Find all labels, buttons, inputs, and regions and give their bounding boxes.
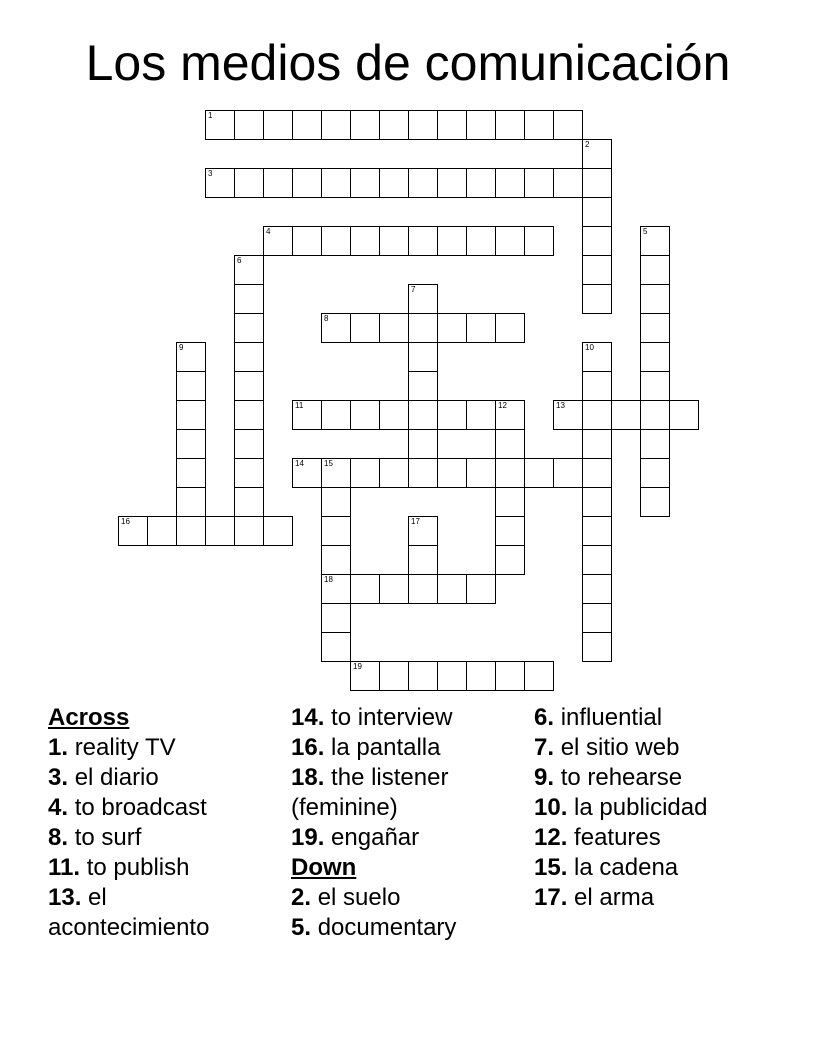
down-clue-9: 9. to rehearse (534, 764, 683, 791)
grid-cell[interactable] (350, 226, 380, 256)
grid-cell[interactable] (437, 110, 467, 140)
grid-cell[interactable] (234, 313, 264, 343)
grid-cell[interactable] (553, 168, 583, 198)
grid-cell[interactable] (466, 226, 496, 256)
grid-cell[interactable] (582, 545, 612, 575)
across-clue-4: 4. to broadcast (48, 794, 207, 821)
grid-cell[interactable] (379, 661, 409, 691)
clue-number: 7 (411, 285, 416, 294)
grid-cell[interactable] (582, 255, 612, 285)
grid-cell[interactable] (408, 168, 438, 198)
grid-cell[interactable] (408, 545, 438, 575)
grid-cell[interactable] (234, 400, 264, 430)
across-clue-14: 14. to interview (291, 704, 453, 731)
grid-cell[interactable] (379, 574, 409, 604)
grid-cell[interactable] (321, 313, 351, 343)
grid-cell[interactable] (234, 371, 264, 401)
down-heading: Down (291, 854, 357, 881)
across-clue-13: 13. el acontecimiento (48, 884, 210, 941)
grid-cell[interactable] (263, 516, 293, 546)
grid-cell[interactable] (640, 429, 670, 459)
grid-cell[interactable] (321, 603, 351, 633)
grid-cell[interactable] (408, 661, 438, 691)
grid-cell[interactable] (379, 110, 409, 140)
across-clue-3: 3. el diario (48, 764, 159, 791)
clue-number: 9 (179, 343, 184, 352)
puzzle-title: Los medios de comunicación (85, 35, 731, 91)
grid-cell[interactable] (582, 342, 612, 372)
clue-number: 5 (643, 227, 648, 236)
grid-cell[interactable] (466, 313, 496, 343)
grid-cell[interactable] (466, 458, 496, 488)
grid-cell[interactable] (321, 110, 351, 140)
grid-cell[interactable] (582, 197, 612, 227)
clue-number: 19 (353, 662, 362, 671)
grid-cell[interactable] (321, 545, 351, 575)
grid-cell[interactable] (379, 400, 409, 430)
grid-cell[interactable] (524, 110, 554, 140)
grid-cell[interactable] (176, 371, 206, 401)
grid-cell[interactable] (466, 168, 496, 198)
across-clue-19: 19. engañar (291, 824, 420, 851)
clues-column-1 (48, 703, 278, 943)
across-heading: Across (48, 704, 130, 731)
clue-number: 16 (121, 517, 130, 526)
grid-cell[interactable] (553, 400, 583, 430)
grid-cell[interactable] (466, 574, 496, 604)
grid-cell[interactable] (437, 574, 467, 604)
grid-cell[interactable] (408, 284, 438, 314)
grid-cell[interactable] (234, 110, 264, 140)
down-clue-5: 5. documentary (291, 914, 457, 941)
grid-cell[interactable] (321, 574, 351, 604)
grid-cell[interactable] (350, 574, 380, 604)
grid-cell[interactable] (292, 226, 322, 256)
grid-cell[interactable] (176, 458, 206, 488)
grid-cell[interactable] (321, 516, 351, 546)
grid-cell[interactable] (582, 371, 612, 401)
grid-cell[interactable] (640, 255, 670, 285)
grid-cell[interactable] (350, 661, 380, 691)
across-clue-1: 1. reality TV (48, 734, 176, 761)
grid-cell[interactable] (408, 226, 438, 256)
clue-number: 4 (266, 227, 271, 236)
grid-cell[interactable] (524, 168, 554, 198)
grid-cell[interactable] (234, 168, 264, 198)
grid-cell[interactable] (495, 110, 525, 140)
grid-cell[interactable] (350, 168, 380, 198)
grid-cell[interactable] (524, 226, 554, 256)
grid-cell[interactable] (350, 400, 380, 430)
grid-cell[interactable] (640, 342, 670, 372)
grid-cell[interactable] (495, 400, 525, 430)
grid-cell[interactable] (582, 226, 612, 256)
grid-cell[interactable] (408, 110, 438, 140)
grid-cell[interactable] (640, 371, 670, 401)
grid-cell[interactable] (350, 313, 380, 343)
grid-cell[interactable] (350, 110, 380, 140)
grid-cell[interactable] (582, 168, 612, 198)
grid-cell[interactable] (437, 661, 467, 691)
grid-cell[interactable] (234, 516, 264, 546)
clue-number: 11 (295, 401, 304, 410)
grid-cell[interactable] (263, 226, 293, 256)
grid-cell[interactable] (321, 400, 351, 430)
grid-cell[interactable] (321, 168, 351, 198)
grid-cell[interactable] (582, 284, 612, 314)
grid-cell[interactable] (582, 400, 612, 430)
grid-cell[interactable] (321, 632, 351, 662)
grid-cell[interactable] (408, 342, 438, 372)
grid-cell[interactable] (408, 458, 438, 488)
grid-cell[interactable] (176, 400, 206, 430)
grid-cell[interactable] (495, 661, 525, 691)
grid-cell[interactable] (466, 661, 496, 691)
grid-cell[interactable] (379, 226, 409, 256)
grid-cell[interactable] (437, 400, 467, 430)
grid-cell[interactable] (553, 458, 583, 488)
grid-cell[interactable] (437, 313, 467, 343)
grid-cell[interactable] (495, 168, 525, 198)
clues-column-2 (291, 703, 521, 943)
grid-cell[interactable] (176, 487, 206, 517)
grid-cell[interactable] (292, 458, 322, 488)
grid-cell[interactable] (582, 632, 612, 662)
grid-cell[interactable] (292, 110, 322, 140)
grid-cell[interactable] (234, 342, 264, 372)
across-clue-18: 18. the listener (feminine) (291, 764, 449, 821)
grid-cell[interactable] (437, 458, 467, 488)
grid-cell[interactable] (379, 313, 409, 343)
grid-cell[interactable] (147, 516, 177, 546)
grid-cell[interactable] (495, 313, 525, 343)
clue-number: 13 (556, 401, 565, 410)
grid-cell[interactable] (553, 110, 583, 140)
grid-cell[interactable] (466, 400, 496, 430)
grid-cell[interactable] (379, 168, 409, 198)
grid-cell[interactable] (234, 458, 264, 488)
grid-cell[interactable] (582, 429, 612, 459)
clues-column-3 (534, 703, 794, 913)
grid-cell[interactable] (205, 168, 235, 198)
grid-cell[interactable] (495, 429, 525, 459)
grid-cell[interactable] (118, 516, 148, 546)
across-clue-8: 8. to surf (48, 824, 142, 851)
grid-cell[interactable] (495, 458, 525, 488)
across-clue-11: 11. to publish (48, 854, 190, 881)
grid-cell[interactable] (582, 516, 612, 546)
grid-cell[interactable] (263, 168, 293, 198)
grid-cell[interactable] (321, 226, 351, 256)
grid-cell[interactable] (611, 400, 641, 430)
grid-cell[interactable] (582, 574, 612, 604)
grid-cell[interactable] (350, 458, 380, 488)
grid-cell[interactable] (263, 110, 293, 140)
clue-number: 15 (324, 459, 333, 468)
grid-cell[interactable] (234, 487, 264, 517)
grid-cell[interactable] (582, 603, 612, 633)
down-clue-10: 10. la publicidad (534, 794, 708, 821)
grid-cell[interactable] (176, 516, 206, 546)
clue-number: 8 (324, 314, 329, 323)
grid-cell[interactable] (408, 371, 438, 401)
grid-cell[interactable] (669, 400, 699, 430)
grid-cell[interactable] (495, 516, 525, 546)
down-clue-15: 15. la cadena (534, 854, 679, 881)
grid-cell[interactable] (582, 139, 612, 169)
down-clue-6: 6. influential (534, 704, 663, 731)
clue-number: 14 (295, 459, 304, 468)
down-clue-17: 17. el arma (534, 884, 655, 911)
grid-cell[interactable] (495, 226, 525, 256)
grid-cell[interactable] (640, 487, 670, 517)
grid-cell[interactable] (495, 487, 525, 517)
grid-cell[interactable] (234, 284, 264, 314)
grid-cell[interactable] (408, 313, 438, 343)
grid-cell[interactable] (408, 516, 438, 546)
grid-cell[interactable] (234, 429, 264, 459)
clue-number: 18 (324, 575, 333, 584)
grid-cell[interactable] (292, 168, 322, 198)
grid-cell[interactable] (640, 226, 670, 256)
grid-cell[interactable] (582, 487, 612, 517)
across-clue-16: 16. la pantalla (291, 734, 441, 761)
grid-cell[interactable] (524, 661, 554, 691)
grid-cell[interactable] (524, 458, 554, 488)
grid-cell[interactable] (408, 574, 438, 604)
grid-cell[interactable] (437, 168, 467, 198)
grid-cell[interactable] (495, 545, 525, 575)
grid-cell[interactable] (205, 516, 235, 546)
down-clue-7: 7. el sitio web (534, 734, 680, 761)
grid-cell[interactable] (640, 458, 670, 488)
grid-cell[interactable] (408, 429, 438, 459)
grid-cell[interactable] (640, 400, 670, 430)
grid-cell[interactable] (640, 284, 670, 314)
grid-cell[interactable] (466, 110, 496, 140)
clue-number: 1 (208, 111, 213, 120)
grid-cell[interactable] (437, 226, 467, 256)
clue-number: 2 (585, 140, 590, 149)
grid-cell[interactable] (176, 429, 206, 459)
clue-number: 3 (208, 169, 213, 178)
down-clue-2: 2. el suelo (291, 884, 401, 911)
clue-number: 10 (585, 343, 594, 352)
grid-cell[interactable] (176, 342, 206, 372)
grid-cell[interactable] (321, 458, 351, 488)
grid-cell[interactable] (408, 400, 438, 430)
clue-number: 6 (237, 256, 242, 265)
grid-cell[interactable] (321, 487, 351, 517)
grid-cell[interactable] (292, 400, 322, 430)
grid-cell[interactable] (205, 110, 235, 140)
clue-number: 17 (411, 517, 420, 526)
grid-cell[interactable] (640, 313, 670, 343)
grid-cell[interactable] (379, 458, 409, 488)
grid-cell[interactable] (582, 458, 612, 488)
down-clue-12: 12. features (534, 824, 661, 851)
clue-number: 12 (498, 401, 507, 410)
grid-cell[interactable] (234, 255, 264, 285)
